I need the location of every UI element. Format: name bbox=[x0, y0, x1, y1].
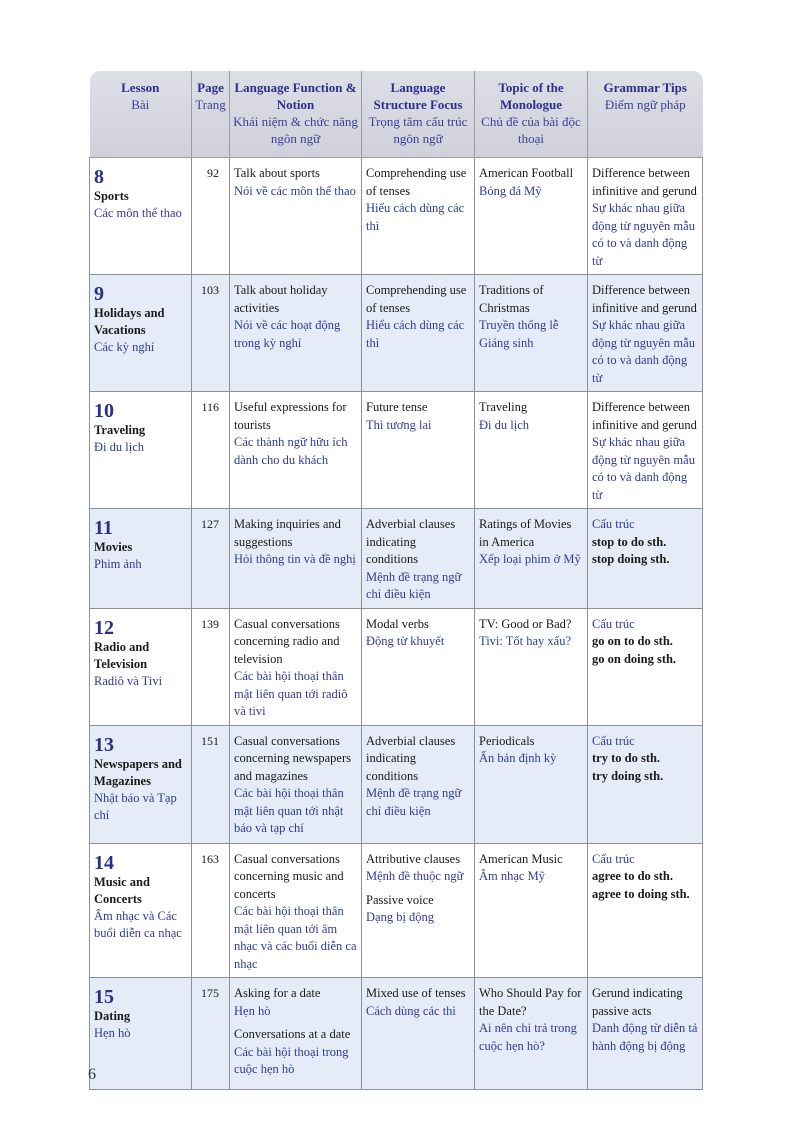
topic-cell bbox=[475, 275, 588, 392]
lesson-number: 13 bbox=[94, 733, 114, 756]
lesson-cell bbox=[90, 978, 192, 1090]
cell-text-vi: Hiểu cách dùng các thì bbox=[366, 201, 465, 233]
cell-text-vi: Bóng đá Mỹ bbox=[479, 183, 542, 198]
cell-text: Asking for a date bbox=[234, 986, 321, 1000]
cell-text-structure: go on to do sth. bbox=[592, 634, 673, 648]
structure-cell bbox=[362, 158, 475, 275]
cell-text-vi: Nói về các môn thể thao bbox=[234, 183, 356, 198]
cell-text: Adverbial clauses indicating conditions bbox=[366, 517, 456, 566]
cell-text-vi: Động từ khuyết bbox=[366, 634, 445, 648]
cell-text: Comprehending use of tenses bbox=[366, 166, 467, 198]
table-row bbox=[90, 843, 703, 978]
cell-text-vi: Các bài hội thoại trong cuộc hẹn hò bbox=[234, 1044, 349, 1076]
cell-text-vi: Âm nhạc Mỹ bbox=[479, 869, 545, 883]
cell-text-vi: Mệnh đề trạng ngữ chỉ điều kiện bbox=[366, 786, 462, 818]
page-cell: 103 bbox=[192, 275, 230, 392]
lesson-title-vi: Âm nhạc và Các buổi diễn ca nhạc bbox=[94, 908, 182, 940]
topic-cell bbox=[475, 725, 588, 843]
cell-text: Passive voice bbox=[366, 892, 434, 907]
table-body bbox=[90, 158, 703, 1090]
cell-text-vi: Các bài hội thoại thân mật liên quan tới âm nhạc và các buổi diễn ca nhạc bbox=[234, 904, 357, 971]
cell-text: Conversations at a date bbox=[234, 1027, 351, 1041]
lesson-number: 9 bbox=[94, 283, 104, 305]
topic-cell bbox=[475, 392, 588, 509]
grammar-cell bbox=[588, 608, 703, 725]
lesson-cell bbox=[90, 275, 192, 392]
cell-text: Difference between infinitive and gerund bbox=[592, 400, 697, 432]
page-number: 6 bbox=[88, 1066, 96, 1083]
structure-cell bbox=[362, 509, 475, 609]
cell-text-structure: stop doing sth. bbox=[592, 552, 670, 566]
cell-text-vi: Xếp loại phim ở Mỹ bbox=[479, 552, 581, 566]
table-row bbox=[90, 608, 703, 725]
header-row bbox=[90, 71, 703, 158]
cell-text: Casual conversations concerning music and concerts bbox=[234, 851, 344, 901]
cell-text-structure: try to do sth. bbox=[592, 751, 661, 765]
cell-text: Traveling bbox=[479, 400, 528, 414]
cell-text-vi: Cấu trúc bbox=[592, 851, 635, 866]
cell-text: Periodicals bbox=[479, 733, 535, 748]
cell-text-vi: Ấn bản định kỳ bbox=[479, 751, 557, 765]
cell-text-vi: Sự khác nhau giữa động từ nguyên mẫu có to và danh động từ bbox=[592, 318, 695, 385]
cell-text-vi: Cấu trúc bbox=[592, 733, 635, 748]
function-cell bbox=[230, 158, 362, 275]
table-row bbox=[90, 158, 703, 275]
cell-text: Talk about sports bbox=[234, 166, 320, 180]
cell-text: American Football bbox=[479, 166, 574, 180]
cell-text-vi: Cấu trúc bbox=[592, 616, 635, 631]
lesson-title-vi: Nhật báo và Tạp chí bbox=[94, 790, 177, 822]
lesson-number: 8 bbox=[94, 166, 104, 188]
column-header-label: Language Structure Focus bbox=[373, 80, 463, 112]
lesson-number: 15 bbox=[94, 986, 114, 1008]
structure-cell bbox=[362, 275, 475, 392]
cell-text: Modal verbs bbox=[366, 616, 429, 631]
cell-text: Ratings of Movies in America bbox=[479, 517, 572, 549]
lesson-title: Traveling bbox=[94, 423, 146, 437]
table-row bbox=[90, 978, 703, 1090]
lesson-number: 10 bbox=[94, 400, 114, 422]
structure-cell bbox=[362, 725, 475, 843]
table-row bbox=[90, 275, 703, 392]
column-header-monologue-topic bbox=[475, 71, 588, 158]
lesson-title: Holidays and Vacations bbox=[94, 306, 165, 337]
lesson-title-vi: Đi du lịch bbox=[94, 440, 144, 454]
cell-text: Talk about holiday activities bbox=[234, 283, 328, 315]
table-row bbox=[90, 392, 703, 509]
topic-cell bbox=[475, 158, 588, 275]
cell-text-vi: Cấu trúc bbox=[592, 517, 635, 531]
cell-text-structure: go on doing sth. bbox=[592, 651, 677, 666]
cell-text: Mixed use of tenses bbox=[366, 986, 466, 1000]
grammar-cell bbox=[588, 392, 703, 509]
column-header-grammar-tips bbox=[588, 71, 703, 158]
lesson-cell bbox=[90, 725, 192, 843]
lesson-title-vi: Radiô và Tivi bbox=[94, 673, 163, 688]
cell-text-structure: stop to do sth. bbox=[592, 534, 667, 549]
cell-text-vi: Dạng bị động bbox=[366, 910, 435, 924]
topic-cell bbox=[475, 843, 588, 978]
column-header-label: Lesson bbox=[121, 80, 160, 95]
grammar-cell bbox=[588, 843, 703, 978]
lesson-cell bbox=[90, 608, 192, 725]
cell-text: Attributive clauses bbox=[366, 851, 461, 866]
page-cell: 116 bbox=[192, 392, 230, 509]
lesson-title-vi: Các môn thể thao bbox=[94, 206, 182, 220]
lesson-title: Movies bbox=[94, 540, 133, 554]
lesson-title: Sports bbox=[94, 189, 129, 203]
page-cell: 139 bbox=[192, 608, 230, 725]
structure-cell bbox=[362, 978, 475, 1090]
cell-text-vi: Hẹn hò bbox=[234, 1003, 271, 1018]
column-header-language-function bbox=[230, 71, 362, 158]
cell-text: Future tense bbox=[366, 400, 428, 414]
cell-text-vi: Danh động từ diễn tả hành động bị động bbox=[592, 1021, 698, 1053]
cell-text-vi: Cách dùng các thì bbox=[366, 1003, 456, 1018]
lesson-title: Newspapers and Magazines bbox=[94, 756, 182, 788]
table-row bbox=[90, 509, 703, 609]
lesson-title-vi: Hẹn hò bbox=[94, 1026, 131, 1040]
cell-text: Difference between infinitive and gerund bbox=[592, 283, 697, 315]
cell-text: TV: Good or Bad? bbox=[479, 616, 572, 631]
column-header-page bbox=[192, 71, 230, 158]
cell-text-vi: Nói về các hoạt động trong kỳ nghỉ bbox=[234, 318, 341, 350]
cell-text-vi: Sự khác nhau giữa động từ nguyên mẫu có to và danh động từ bbox=[592, 201, 695, 268]
grammar-cell bbox=[588, 275, 703, 392]
page-cell: 92 bbox=[192, 158, 230, 275]
cell-text: Traditions of Christmas bbox=[479, 283, 544, 315]
cell-text: American Music bbox=[479, 851, 563, 866]
cell-text-vi: Thì tương lai bbox=[366, 417, 432, 432]
cell-text-structure: agree to doing sth. bbox=[592, 886, 690, 901]
column-header-label: Grammar Tips bbox=[603, 80, 687, 95]
lesson-cell bbox=[90, 158, 192, 275]
cell-text: Difference between infinitive and gerund bbox=[592, 166, 697, 198]
column-header-label: Page bbox=[197, 80, 224, 95]
cell-text-vi: Mệnh đề thuộc ngữ bbox=[366, 869, 464, 883]
lesson-title: Music and Concerts bbox=[94, 874, 150, 906]
grammar-cell bbox=[588, 978, 703, 1090]
lesson-contents-table bbox=[89, 71, 703, 1090]
page-cell: 151 bbox=[192, 725, 230, 843]
cell-text-vi: Sự khác nhau giữa động từ nguyên mẫu có to và danh động từ bbox=[592, 435, 695, 502]
grammar-cell bbox=[588, 509, 703, 609]
grammar-cell bbox=[588, 158, 703, 275]
function-cell bbox=[230, 608, 362, 725]
cell-text-vi: Truyền thống lễ Giáng sinh bbox=[479, 318, 559, 350]
column-header-label: Language Function & Notion bbox=[234, 80, 357, 112]
page-cell: 175 bbox=[192, 978, 230, 1090]
cell-text: Casual conversations concerning radio and television bbox=[234, 616, 340, 666]
column-header-label-vi: Điểm ngữ pháp bbox=[604, 97, 686, 112]
cell-text-vi: Hỏi thông tin và đề nghị bbox=[234, 552, 356, 566]
column-header-label-vi: Khái niệm & chức năng ngôn ngữ bbox=[233, 114, 358, 146]
function-cell bbox=[230, 725, 362, 843]
function-cell bbox=[230, 392, 362, 509]
table-header bbox=[90, 71, 703, 158]
cell-text-vi: Các bài hội thoại thân mật liên quan tới radiô và tivi bbox=[234, 669, 348, 718]
lesson-cell bbox=[90, 392, 192, 509]
cell-text: Useful expressions for tourists bbox=[234, 400, 347, 432]
column-header-label-vi: Trang bbox=[195, 97, 226, 112]
topic-cell bbox=[475, 608, 588, 725]
lesson-number: 11 bbox=[94, 517, 113, 539]
cell-text-vi: Hiểu cách dùng các thì bbox=[366, 318, 465, 350]
topic-cell bbox=[475, 509, 588, 609]
cell-text-vi: Ai nên chi trả trong cuộc hẹn hò? bbox=[479, 1021, 577, 1053]
topic-cell bbox=[475, 978, 588, 1090]
column-header-lesson bbox=[90, 71, 192, 158]
lesson-title-vi: Các kỳ nghỉ bbox=[94, 340, 155, 354]
function-cell bbox=[230, 509, 362, 609]
column-header-label-vi: Bài bbox=[131, 97, 150, 112]
cell-text-vi: Tivi: Tốt hay xấu? bbox=[479, 634, 572, 648]
cell-text-vi: Các bài hội thoại thân mật liên quan tới nhật báo và tạp chí bbox=[234, 786, 344, 835]
function-cell bbox=[230, 275, 362, 392]
lesson-cell bbox=[90, 843, 192, 978]
table-row bbox=[90, 725, 703, 843]
structure-cell bbox=[362, 608, 475, 725]
column-header-label-vi: Chủ đề của bài độc thoại bbox=[481, 114, 581, 146]
structure-cell bbox=[362, 392, 475, 509]
cell-text: Casual conversations concerning newspapers and magazines bbox=[234, 733, 351, 783]
cell-text-structure: agree to do sth. bbox=[592, 869, 674, 883]
column-header-label: Topic of the Monologue bbox=[498, 80, 564, 112]
function-cell bbox=[230, 978, 362, 1090]
cell-text-vi: Các thành ngữ hữu ích dành cho du khách bbox=[234, 435, 348, 467]
column-header-language-structure bbox=[362, 71, 475, 158]
grammar-cell bbox=[588, 725, 703, 843]
lesson-title: Dating bbox=[94, 1009, 131, 1023]
lesson-number: 14 bbox=[94, 851, 114, 874]
cell-text: Comprehending use of tenses bbox=[366, 283, 467, 315]
lesson-title: Radio and Television bbox=[94, 639, 150, 671]
cell-text-vi: Mệnh đề trạng ngữ chỉ điều kiện bbox=[366, 569, 462, 601]
page-cell: 163 bbox=[192, 843, 230, 978]
column-header-label-vi: Trọng tâm cấu trúc ngôn ngữ bbox=[368, 114, 468, 146]
function-cell bbox=[230, 843, 362, 978]
cell-text: Making inquiries and suggestions bbox=[234, 517, 341, 549]
cell-text-structure: try doing sth. bbox=[592, 768, 664, 783]
lesson-number: 12 bbox=[94, 616, 114, 639]
lesson-cell bbox=[90, 509, 192, 609]
cell-text: Adverbial clauses indicating conditions bbox=[366, 733, 456, 783]
lesson-contents-table-wrapper bbox=[89, 71, 702, 1090]
page-cell: 127 bbox=[192, 509, 230, 609]
structure-cell bbox=[362, 843, 475, 978]
cell-text: Gerund indicating passive acts bbox=[592, 986, 683, 1018]
lesson-title-vi: Phim ảnh bbox=[94, 557, 142, 571]
cell-text: Who Should Pay for the Date? bbox=[479, 986, 582, 1018]
cell-text-vi: Đi du lịch bbox=[479, 417, 529, 432]
